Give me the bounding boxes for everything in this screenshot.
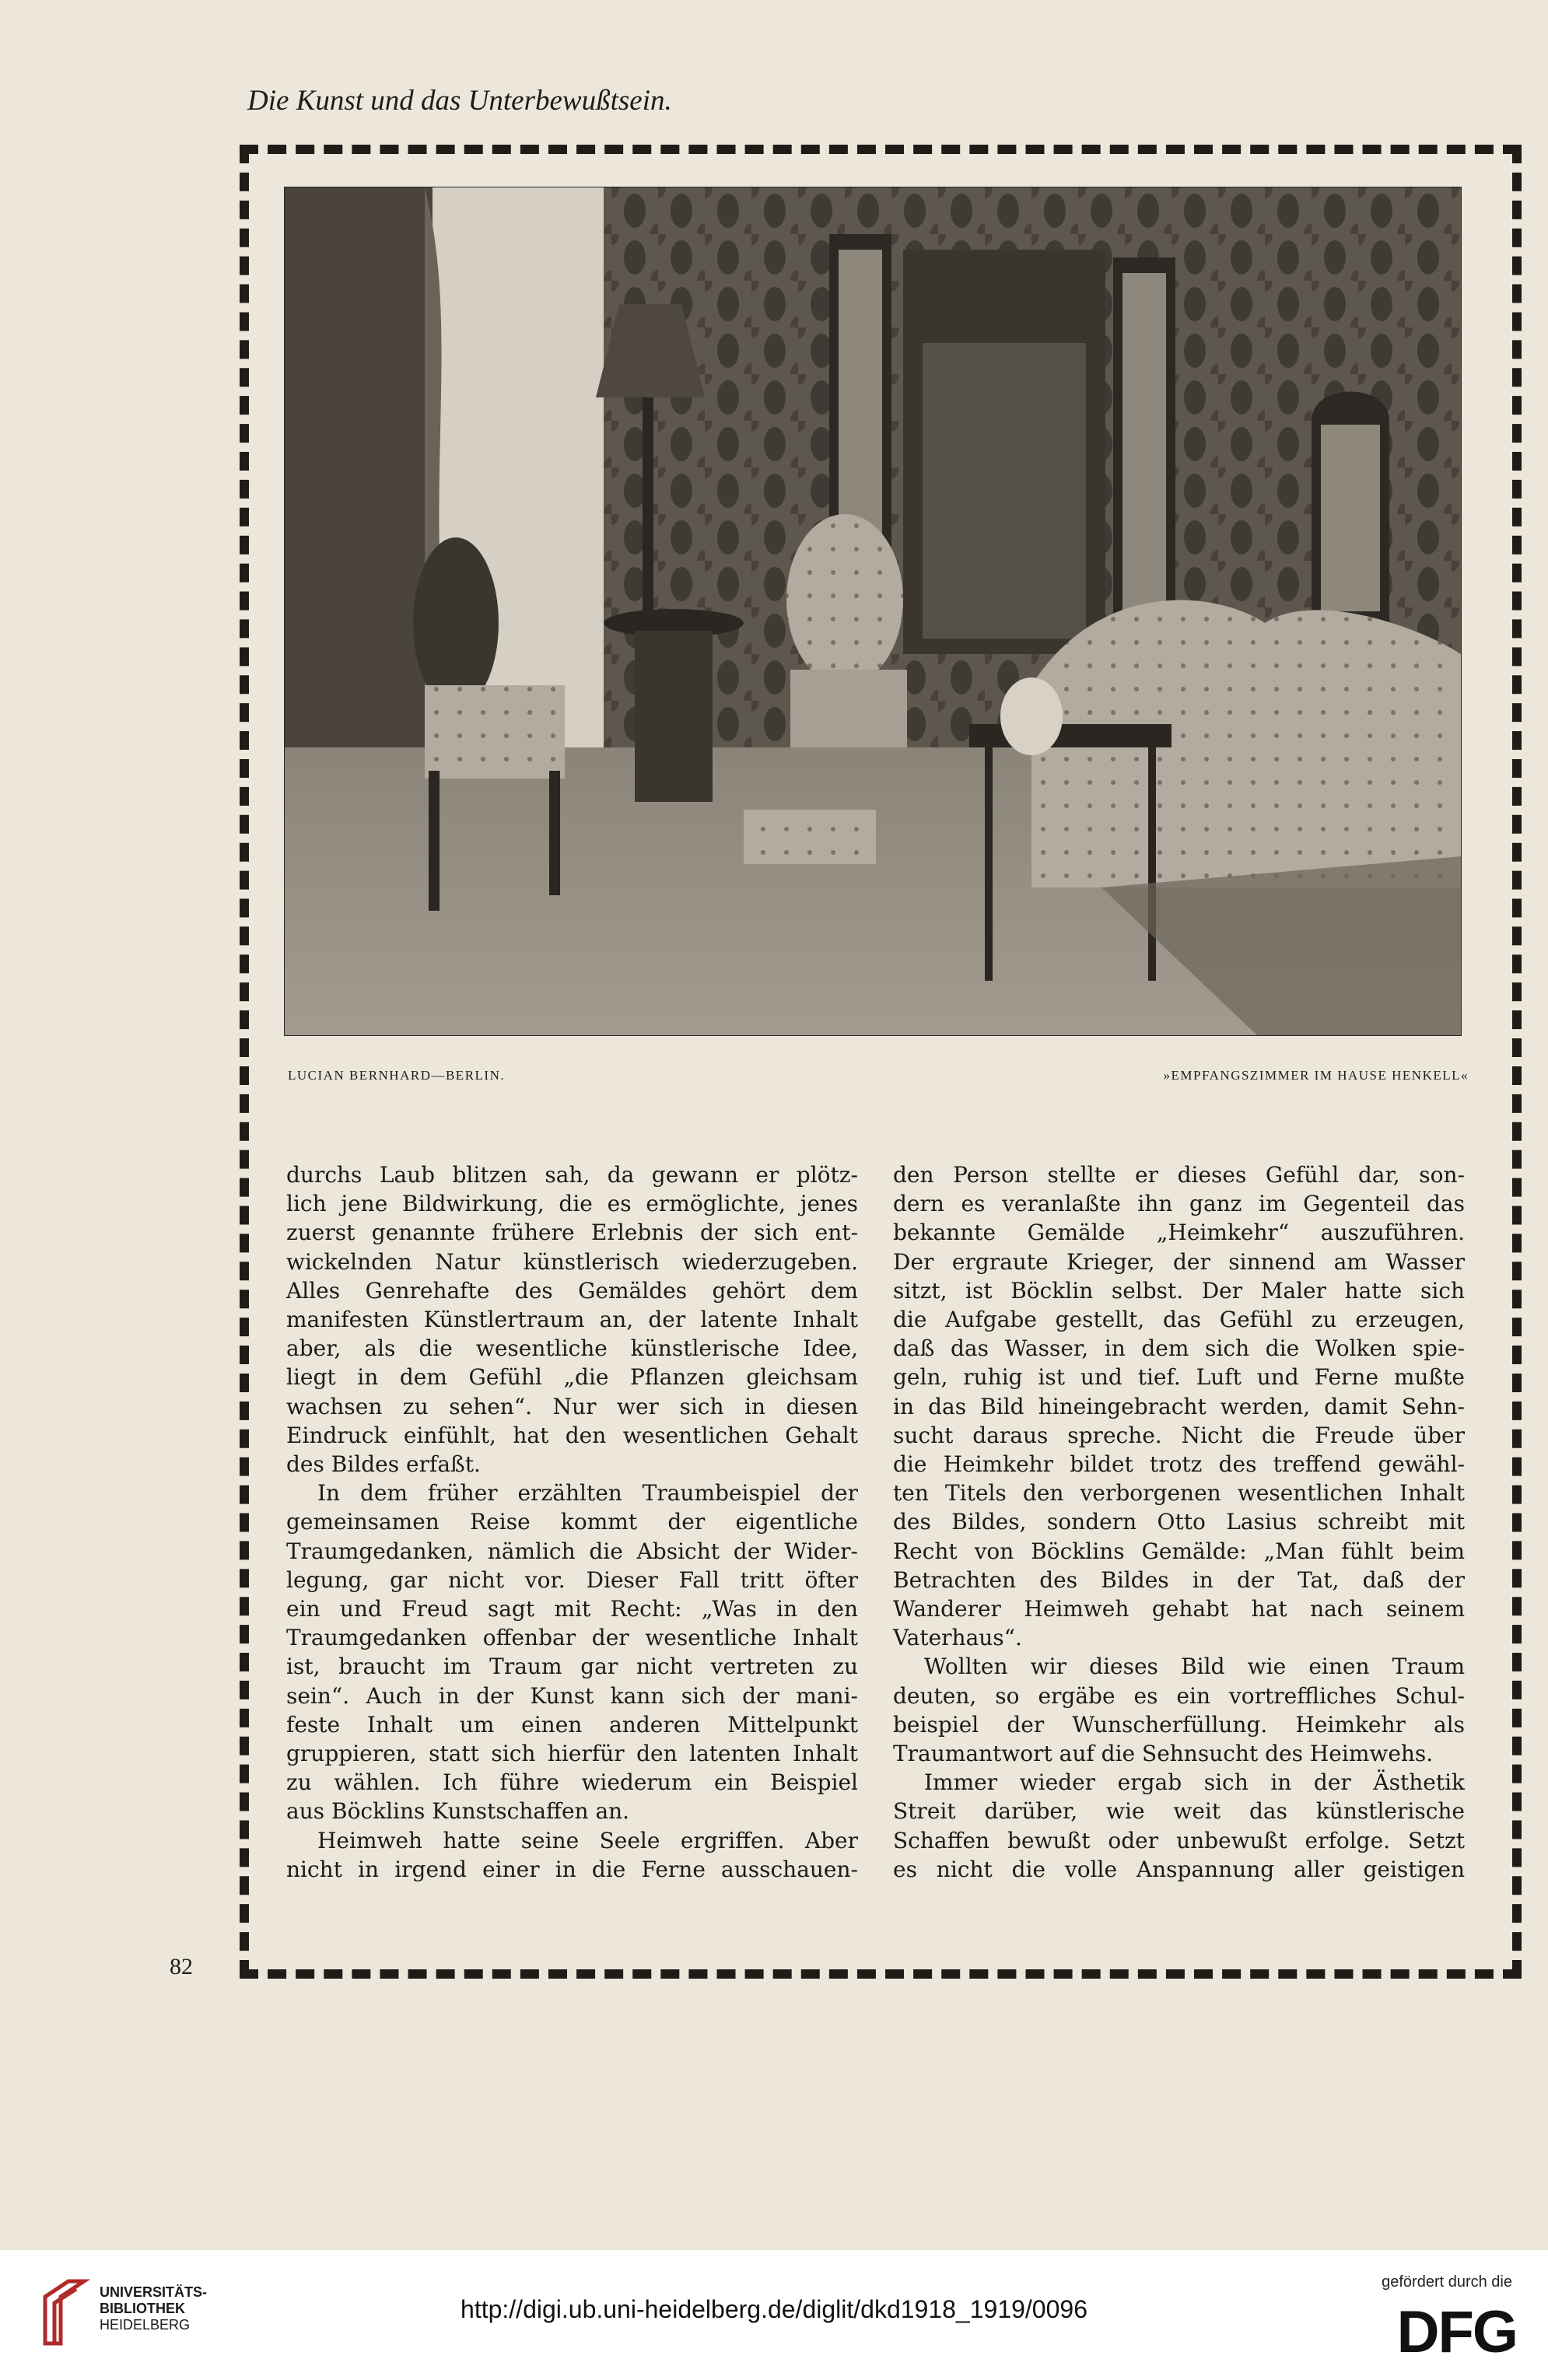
caption-artist: LUCIAN BERNHARD—BERLIN. bbox=[288, 1068, 506, 1083]
text-line: beispiel der Wunscherfüllung. Heimkehr als bbox=[893, 1711, 1465, 1738]
sponsor-text: gefördert durch die bbox=[1382, 2273, 1512, 2291]
text-line: des Bildes erfaßt. bbox=[286, 1451, 481, 1478]
text-line: manifesten Künstlertraum an, der latente Inhalt bbox=[286, 1307, 858, 1333]
interior-photograph bbox=[284, 187, 1462, 1036]
text-line: gemeinsamen Reise kommt der eigentliche bbox=[286, 1509, 858, 1535]
text-line: Wollten wir dieses Bild wie einen Traum bbox=[924, 1654, 1465, 1680]
library-name-line3: HEIDELBERG bbox=[100, 2317, 191, 2333]
text-line: zuerst genannte frühere Erlebnis der sich ent- bbox=[286, 1220, 858, 1246]
text-line: des Bildes, sondern Otto Lasius schreibt mit bbox=[893, 1509, 1465, 1535]
text-line: es nicht die volle Anspannung aller geistigen bbox=[893, 1856, 1465, 1882]
library-name-line2: BIBLIOTHEK bbox=[100, 2301, 185, 2316]
text-line: die Aufgabe gestellt, das Gefühl zu erzeugen, bbox=[893, 1307, 1465, 1333]
permalink-url[interactable]: http://digi.ub.uni-heidelberg.de/diglit/dkd1918_1919/0096 bbox=[461, 2295, 1087, 2323]
text-line: dern es veranlaßte ihn ganz im Gegenteil das bbox=[893, 1191, 1465, 1217]
footer-bar bbox=[0, 2250, 1548, 2380]
text-column-right bbox=[893, 1160, 1465, 1884]
text-line: sein“. Auch in der Kunst kann sich der mani- bbox=[286, 1682, 858, 1709]
text-line: Immer wieder ergab sich in der Ästhetik bbox=[924, 1769, 1465, 1796]
text-line: die Heimkehr bildet trotz des treffend gewähl- bbox=[893, 1451, 1465, 1478]
text-line: aber, als die wesentliche künstlerische Idee, bbox=[286, 1335, 858, 1362]
text-line: Alles Genrehafte des Gemäldes gehört dem bbox=[286, 1277, 858, 1304]
text-line: ten Titels den verborgenen wesentlichen Inhalt bbox=[893, 1480, 1465, 1507]
text-line: nicht in irgend einer in die Ferne ausschauen- bbox=[286, 1856, 858, 1882]
text-line: Traumgedanken offenbar der wesentliche Inhalt bbox=[286, 1625, 858, 1651]
text-line: bekannte Gemälde „Heimkehr“ auszuführen. bbox=[893, 1220, 1465, 1246]
running-title: Die Kunst und das Unterbewußtsein. bbox=[247, 85, 672, 117]
text-line: Vaterhaus“. bbox=[893, 1625, 1022, 1651]
text-line: Wanderer Heimweh gehabt hat nach seinem bbox=[893, 1596, 1465, 1622]
text-line: in das Bild hineingebracht werden, damit Sehn- bbox=[893, 1393, 1465, 1419]
text-column-left bbox=[286, 1160, 858, 1884]
text-line: geln, ruhig ist und tief. Luft und Ferne mußte bbox=[893, 1364, 1465, 1391]
text-line: feste Inhalt um einen anderen Mittelpunkt bbox=[286, 1711, 858, 1738]
caption-title: »EMPFANGSZIMMER IM HAUSE HENKELL« bbox=[1163, 1068, 1469, 1083]
text-line: In dem früher erzählten Traumbeispiel der bbox=[317, 1480, 858, 1507]
text-line: deuten, so ergäbe es ein vortreffliches Schul- bbox=[893, 1682, 1465, 1709]
text-line: Schaffen bewußt oder unbewußt erfolge. Setzt bbox=[893, 1827, 1465, 1853]
text-line: zu wählen. Ich führe wiederum ein Beispiel bbox=[286, 1769, 858, 1796]
text-line: wickelnden Natur künstlerisch wiederzugeben. bbox=[286, 1248, 858, 1275]
text-line: Streit darüber, wie weit das künstlerische bbox=[893, 1798, 1465, 1825]
text-line: Der ergraute Krieger, der sinnend am Wasser bbox=[893, 1248, 1465, 1275]
text-line: den Person stellte er dieses Gefühl dar, son- bbox=[893, 1162, 1465, 1188]
text-line: gruppieren, statt sich hierfür den latenten Inhalt bbox=[286, 1741, 858, 1767]
text-line: sucht daraus spreche. Nicht die Freude über bbox=[893, 1422, 1465, 1448]
text-line: liegt in dem Gefühl „die Pflanzen gleichsam bbox=[286, 1364, 858, 1391]
text-line: legung, gar nicht vor. Dieser Fall tritt öfter bbox=[286, 1566, 858, 1593]
text-line: ein und Freud sagt mit Recht: „Was in den bbox=[286, 1596, 858, 1622]
text-line: lich jene Bildwirkung, die es ermöglichte, jenes bbox=[286, 1191, 858, 1217]
library-name-line1: UNIVERSITÄTS- bbox=[100, 2284, 208, 2300]
text-line: wachsen zu sehen“. Nur wer sich in diesen bbox=[286, 1393, 858, 1419]
text-line: ist, braucht im Traum gar nicht vertreten zu bbox=[286, 1654, 858, 1680]
text-line: Recht von Böcklins Gemälde: „Man fühlt beim bbox=[893, 1538, 1465, 1564]
text-line: Traumgedanken, nämlich die Absicht der Wider- bbox=[286, 1538, 858, 1564]
page-number: 82 bbox=[170, 1954, 193, 1979]
text-line: Traumantwort auf die Sehnsucht des Heimwehs. bbox=[893, 1741, 1434, 1767]
dfg-logo: DFG bbox=[1396, 2299, 1517, 2365]
text-line: Heimweh hatte seine Seele ergriffen. Aber bbox=[317, 1827, 858, 1853]
text-line: aus Böcklins Kunstschaffen an. bbox=[286, 1798, 630, 1825]
text-line: durchs Laub blitzen sah, da gewann er plötz- bbox=[286, 1162, 858, 1188]
photograph-drawing bbox=[285, 187, 1461, 1035]
text-line: Eindruck einfühlt, hat den wesentlichen Gehalt bbox=[286, 1422, 858, 1448]
text-line: sitzt, ist Böcklin selbst. Der Maler hatte sich bbox=[893, 1277, 1465, 1304]
text-line: daß das Wasser, in dem sich die Wolken spie- bbox=[893, 1335, 1465, 1362]
text-line: Betrachten des Bildes in der Tat, daß der bbox=[893, 1566, 1465, 1593]
